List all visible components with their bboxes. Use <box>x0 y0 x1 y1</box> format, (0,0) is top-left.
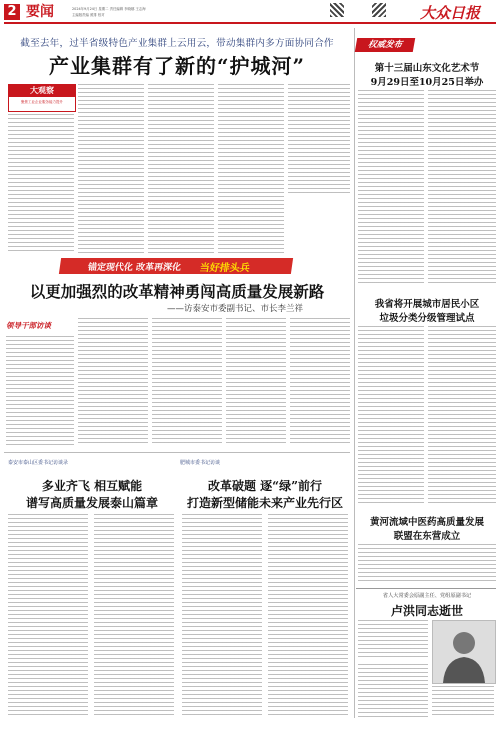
obit-kicker: 省人大常委会原副主任、党组原副书记 <box>382 593 472 599</box>
masthead-logo: 大众日报 <box>420 4 481 22</box>
obit-body-bottom-2 <box>432 686 494 718</box>
page-number-box <box>4 4 20 20</box>
banner-left-text: 锚定现代化 改革再深化 <box>87 263 182 273</box>
obit-body-bottom <box>358 664 428 718</box>
portrait-silhouette <box>433 621 495 683</box>
piece1-body-col-2 <box>94 514 174 718</box>
piece1-headline-2: 谱写高质量发展泰山篇章 <box>25 496 158 510</box>
piece2-body-col-2 <box>268 514 348 718</box>
banner-right-text: 当好排头兵 <box>198 263 251 274</box>
feature-body-col-4 <box>226 318 286 446</box>
obit-headline: 卢洪同志逝世 <box>390 604 463 618</box>
r2-body-col-2 <box>428 326 496 506</box>
qr-code-2 <box>372 3 386 17</box>
r3-headline-2: 联盟在东营成立 <box>393 531 461 542</box>
lead-body-col-4 <box>218 84 284 254</box>
r2-headline-2: 垃圾分类分级管理试点 <box>379 313 475 324</box>
lead-tag-label: 大观察 <box>30 86 54 95</box>
feature-tag-label: 领导干部访谈 <box>6 321 51 330</box>
r3-body <box>358 544 496 584</box>
obit-rule <box>356 588 496 589</box>
section-title: 要闻 <box>26 4 54 20</box>
reform-banner <box>59 258 293 274</box>
r3-headline-1: 黄河流域中医药高质量发展 <box>369 517 484 528</box>
piece1-body-col-1 <box>8 514 88 718</box>
lead-headline: 产业集群有了新的“护城河” <box>48 54 305 78</box>
r1-body-col-1 <box>358 90 424 286</box>
r1-headline-1: 第十三届山东文化艺术节 <box>374 63 480 74</box>
feature-body-col-2 <box>78 318 148 446</box>
piece1-kicker: 泰安市泰山区委书记访谈录 <box>8 460 69 466</box>
page-number: 2 <box>7 4 17 19</box>
feature-tag <box>6 320 62 334</box>
editor-line: 主编版责编 照排 校对 <box>72 13 105 17</box>
r1-headline-2: 9月29日至10月25日举办 <box>370 77 484 88</box>
piece1-headline-1: 多业齐飞 相互赋能 <box>41 479 143 493</box>
column-rule <box>354 28 355 718</box>
stamp-label: 权威发布 <box>367 40 403 50</box>
lead-tag <box>9 85 75 97</box>
feature-body-col-3 <box>152 318 222 446</box>
lead-kicker: 截至去年，过半省级特色产业集群上云用云，带动集群内多方面协同合作 <box>20 38 334 49</box>
obit-body-left <box>358 620 428 660</box>
authoritative-release-stamp <box>355 38 415 52</box>
piece2-headline-1: 改革破题 逐“绿”前行 <box>208 479 322 493</box>
masthead-rule <box>4 22 496 24</box>
masthead <box>0 0 500 30</box>
lead-tag-box <box>8 84 76 112</box>
lead-body-col-3 <box>148 84 214 254</box>
lead-body-col-5 <box>288 84 350 194</box>
feature-body-col-1 <box>6 336 74 446</box>
date-line: 2024年9月24日 星期二 责任编辑 李晓娜 王志海 <box>72 7 146 11</box>
lead-tag-sub: 聚焦工业企业服务能力提升 <box>21 100 63 104</box>
section-rule <box>4 452 350 453</box>
r2-headline-1: 我省将开展城市居民小区 <box>374 299 480 310</box>
r2-body-col-1 <box>358 326 424 506</box>
piece2-kicker: 肥城市委书记访谈 <box>180 460 221 466</box>
piece2-body-col-1 <box>182 514 262 718</box>
piece2-headline-2: 打造新型储能未来产业先行区 <box>186 496 343 510</box>
lead-body-col-2 <box>78 84 144 254</box>
lead-body-col-1 <box>8 114 74 254</box>
qr-code-1 <box>330 3 344 17</box>
feature-body-col-5 <box>290 318 350 446</box>
feature-subhead: ——访泰安市委副书记、市长李兰祥 <box>166 304 303 314</box>
r1-body-col-2 <box>428 90 496 286</box>
obit-portrait <box>432 620 496 684</box>
feature-headline: 以更加强烈的改革精神勇闯高质量发展新路 <box>29 282 325 301</box>
